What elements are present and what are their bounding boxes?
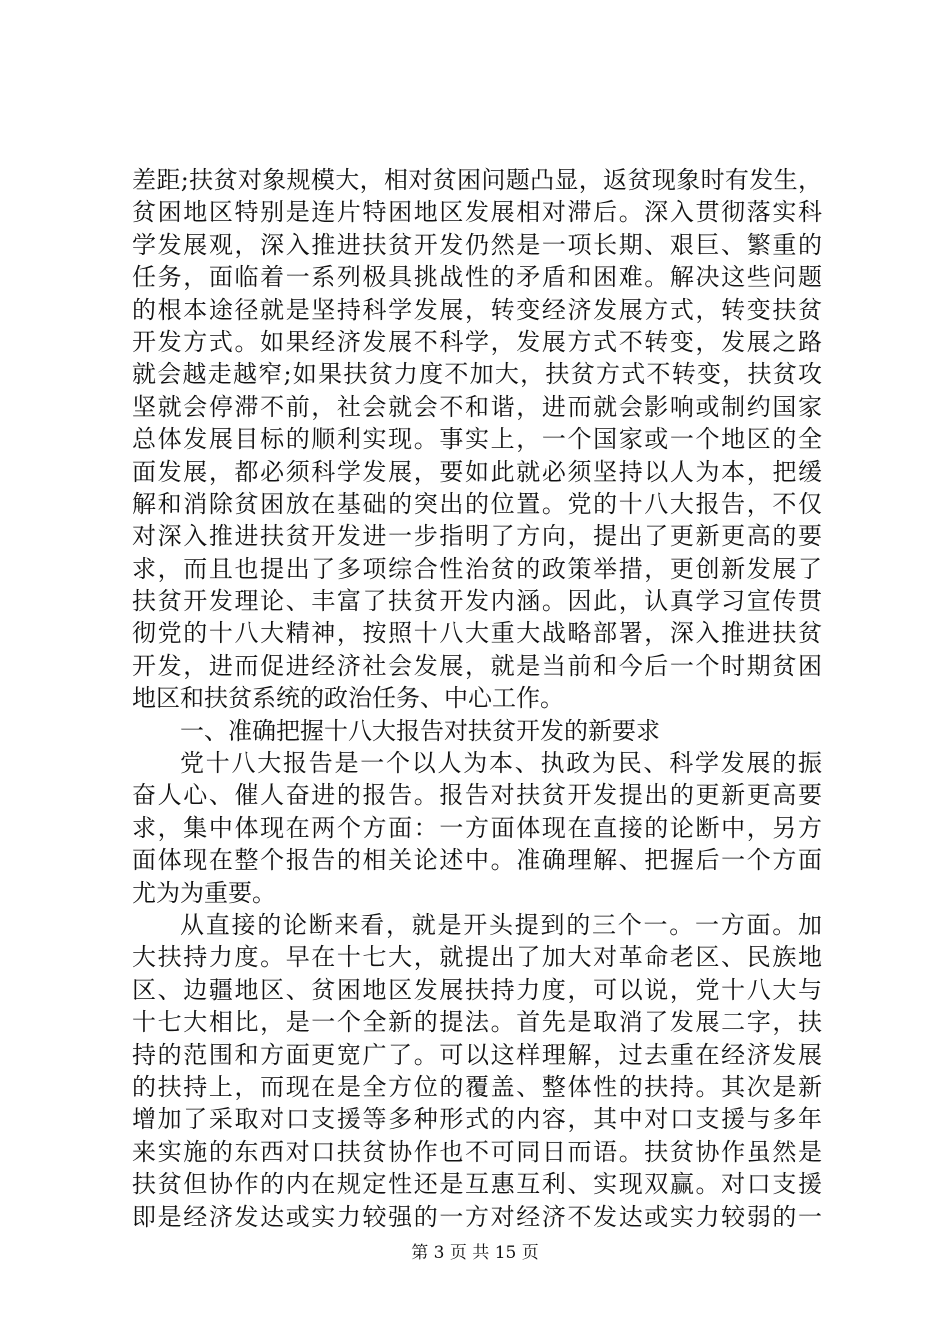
- text-line: 总体发展目标的顺利实现。事实上，一个国家或一个地区的全: [132, 425, 822, 454]
- text-line: 面体现在整个报告的相关论述中。准确理解、把握后一个方面: [132, 846, 822, 875]
- text-line: 尤为为重要。: [132, 878, 276, 907]
- text-line: 贫困地区特别是连片特困地区发展相对滞后。深入贯彻落实科: [132, 198, 822, 227]
- page-footer: 第 3 页 共 15 页: [411, 1243, 539, 1263]
- text-line: 坚就会停滞不前，社会就会不和谐，进而就会影响或制约国家: [132, 392, 822, 421]
- text-line: 学发展观，深入推进扶贫开发仍然是一项长期、艰巨、繁重的: [132, 230, 822, 259]
- text-line: 扶贫开发理论、丰富了扶贫开发内涵。因此，认真学习宣传贯: [132, 587, 822, 616]
- text-line: 来实施的东西对口扶贫协作也不可同日而语。扶贫协作虽然是: [132, 1137, 822, 1166]
- text-line: 地区和扶贫系统的政治任务、中心工作。: [132, 684, 564, 713]
- text-line: 差距;扶贫对象规模大，相对贫困问题凸显，返贫现象时有发生，: [132, 166, 822, 194]
- text-line: 奋人心、催人奋进的报告。报告对扶贫开发提出的更新更高要: [132, 781, 822, 810]
- text-line: 大扶持力度。早在十七大，就提出了加大对革命老区、民族地: [132, 943, 822, 972]
- text-line: 区、边疆地区、贫困地区发展扶持力度，可以说，党十八大与: [132, 975, 822, 1004]
- text-line: 求，集中体现在两个方面：一方面体现在直接的论断中，另方: [132, 813, 822, 842]
- text-line: 彻党的十八大精神，按照十八大重大战略部署，深入推进扶贫: [132, 619, 822, 648]
- text-line: 持的范围和方面更宽广了。可以这样理解，过去重在经济发展: [132, 1040, 822, 1069]
- text-line: 的根本途径就是坚持科学发展，转变经济发展方式，转变扶贫: [132, 295, 822, 324]
- text-line: 党十八大报告是一个以人为本、执政为民、科学发展的振: [180, 749, 822, 778]
- text-line: 扶贫但协作的内在规定性还是互惠互利、实现双赢。对口支援: [132, 1170, 822, 1199]
- text-line: 的扶持上，而现在是全方位的覆盖、整体性的扶持。其次是新: [132, 1072, 822, 1101]
- text-line: 任务，面临着一系列极具挑战性的矛盾和困难。解决这些问题: [132, 263, 822, 292]
- text-line: 就会越走越窄;如果扶贫力度不加大，扶贫方式不转变，扶贫攻: [132, 360, 822, 389]
- text-line: 对深入推进扶贫开发进一步指明了方向，提出了更新更高的要: [132, 522, 822, 551]
- text-line: 解和消除贫困放在基础的突出的位置。党的十八大报告，不仅: [132, 489, 822, 518]
- text-line: 从直接的论断来看，就是开头提到的三个一。一方面。加: [180, 910, 822, 939]
- text-line: 一、准确把握十八大报告对扶贫开发的新要求: [180, 716, 660, 745]
- text-line: 即是经济发达或实力较强的一方对经济不发达或实力较弱的一: [132, 1202, 822, 1231]
- text-line: 开发，进而促进经济社会发展，就是当前和今后一个时期贫困: [132, 651, 822, 680]
- text-line: 求，而且也提出了多项综合性治贫的政策举措，更创新发展了: [132, 554, 822, 583]
- text-line: 增加了采取对口支援等多种形式的内容，其中对口支援与多年: [132, 1105, 822, 1134]
- text-line: 十七大相比，是一个全新的提法。首先是取消了发展二字，扶: [132, 1008, 822, 1037]
- body-text: [132, 164, 822, 1233]
- text-line: 面发展，都必须科学发展，要如此就必须坚持以人为本，把缓: [132, 457, 822, 486]
- text-line: 开发方式。如果经济发展不科学，发展方式不转变，发展之路: [132, 327, 822, 356]
